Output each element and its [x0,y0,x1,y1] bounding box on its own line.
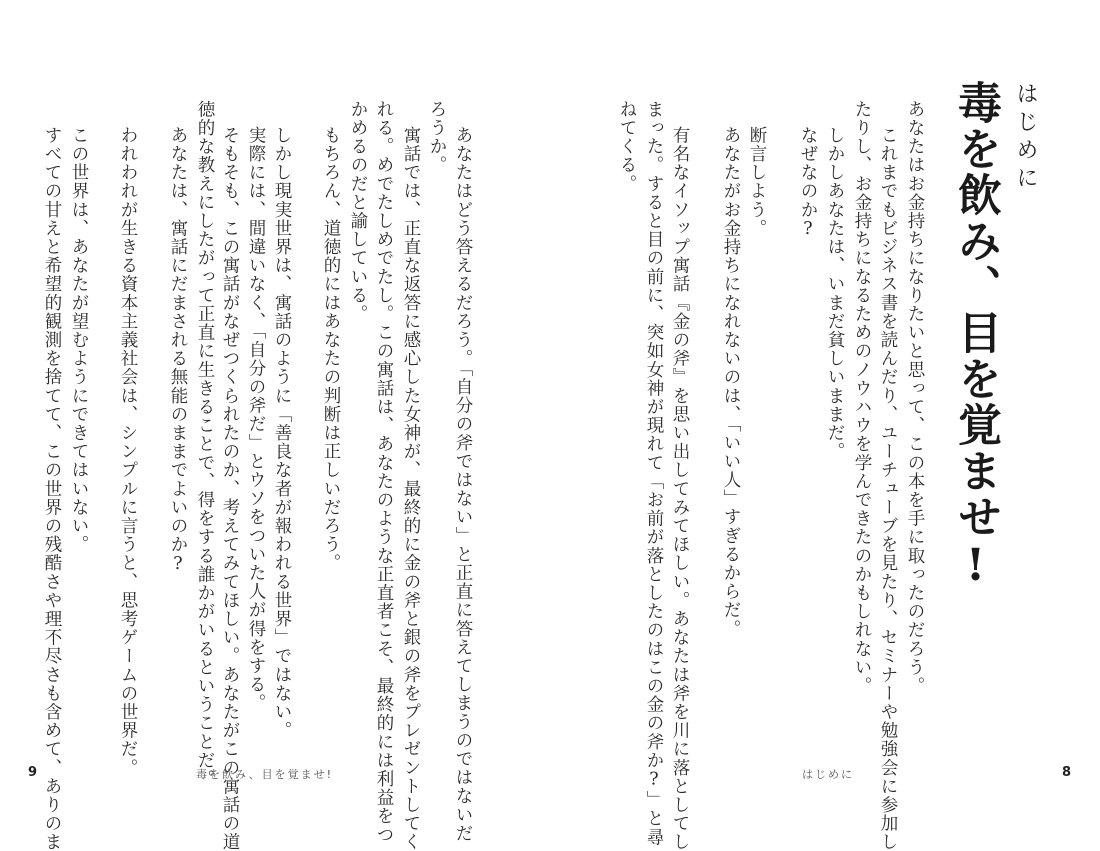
body-line: あなたはどう答えるだろう。「自分の斧ではない」と正直に答えてしまうのではないだ [453,126,473,843]
body-line: 徳的な教えにしたがって正直に生きることで、得をする誰かがいるということだ。 [195,100,215,789]
body-line: なぜなのか? [798,126,818,241]
chapter-label: はじめに [1013,82,1038,194]
running-title-right: はじめに [802,768,854,781]
body-line: この世界は、あなたが望むようにできてはいない。 [69,126,89,554]
body-line: 断言しよう。 [747,126,767,238]
body-line: あなたはお金持ちになりたいと思って、この本を手に取ったのだろう。 [905,100,925,696]
body-line: あなたは、寓話にだまされる無能のままでよいのか? [168,126,188,575]
chapter-title: 毒を飲み、目を覚ませ! [950,80,1001,593]
body-line: これまでもビジネス書を読んだり、ユーチューブを見たり、セミナーや勉強会に参加し [878,126,898,851]
running-title-left: 毒を飲み、目を覚ませ! [196,768,334,781]
body-line: われわれが生きる資本主義社会は、シンプルに言うと、思考ゲームの世界だ。 [118,126,138,777]
body-line: すべての甘えと希望的観測を捨てて、この世界の残酷さや理不尽さも含めて、ありのま [42,126,62,851]
body-line: そもそも、この寓話がなぜつくられたのか、考えてみてほしい。あなたがこの寓話の道 [220,126,240,851]
body-line: ねてくる。 [617,100,637,193]
body-line: あなたがお金持ちになれないのは、「いい人」すぎるからだ。 [721,126,741,639]
body-line: しかしあなたは、いまだ貧しいままだ。 [825,126,845,461]
body-line: 有名なイソップ寓話『金の斧』を思い出してみてほしい。あなたは斧を川に落としてし [670,126,690,851]
body-line: しかし現実世界は、寓話のように「善良な者が報われる世界」ではない。 [272,126,292,740]
page-number-left: 9 [28,765,38,780]
body-line: たりし、お金持ちになるためのノウハウを学んできたのかもしれない。 [852,100,872,696]
body-line: ろうか。 [427,100,447,175]
page-number-right: 8 [1062,765,1072,780]
body-line: まった。すると目の前に、突如女神が現れて「お前が落としたのはこの金の斧か?」と尋 [644,100,664,847]
body-line: 寓話では、正直な返答に感心した女神が、最終的に金の斧と銀の斧をプレゼントしてく [401,126,421,851]
body-line: かめるのだと諭している。 [348,100,368,324]
body-line: れる。めでたしめでたし。この寓話は、あなたのような正直者こそ、最終的には利益をつ [374,100,394,844]
body-line: もちろん、道徳的にはあなたの判断は正しいだろう。 [321,126,341,573]
body-line: 実際には、間違いなく、「自分の斧だ」とウソをついた人が得をする。 [246,126,266,713]
